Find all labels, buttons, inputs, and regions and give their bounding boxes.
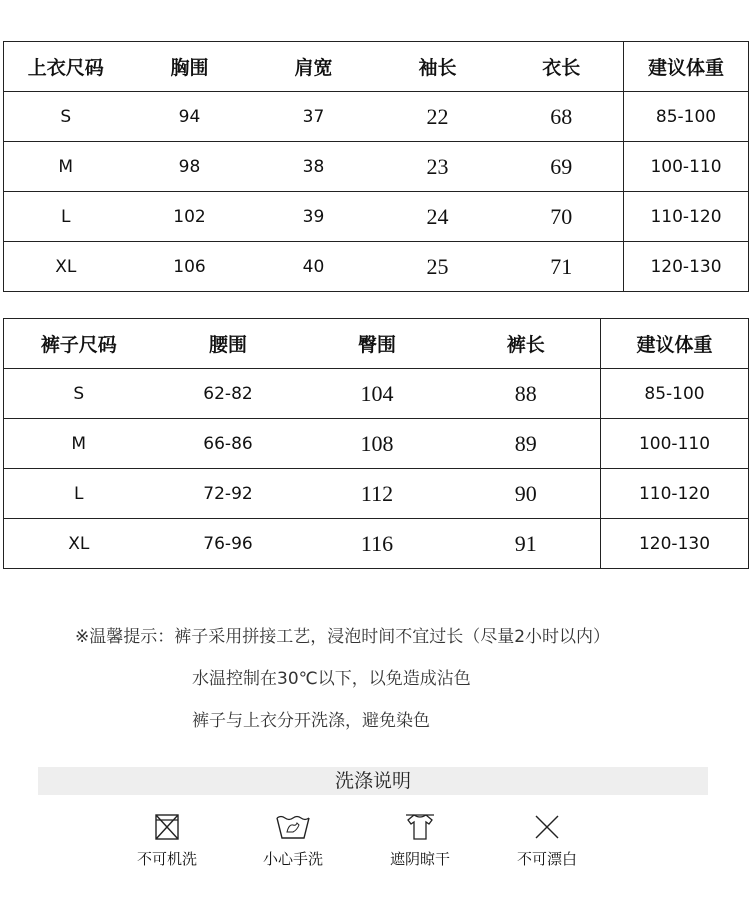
table-cell: 22 (376, 92, 500, 142)
table-cell: L (4, 469, 154, 519)
table-cell: 112 (303, 469, 452, 519)
table-cell: 66-86 (154, 419, 303, 469)
table-header-row (4, 42, 749, 92)
table-row (4, 92, 749, 142)
table-cell: 76-96 (154, 519, 303, 569)
no-machine-wash-icon (152, 812, 182, 842)
header-cell: 建议体重 (601, 319, 749, 369)
table-row (4, 242, 749, 292)
header-cell: 腰围 (154, 319, 303, 369)
table-cell: 100-110 (624, 142, 749, 192)
table-cell: 62-82 (154, 369, 303, 419)
care-item-hand-wash (243, 812, 343, 869)
table-cell: 110-120 (601, 469, 749, 519)
table-cell: 102 (128, 192, 252, 242)
table-cell: 110-120 (624, 192, 749, 242)
care-item-shade-dry (370, 812, 470, 869)
header-cell: 裤长 (452, 319, 601, 369)
table-cell: L (4, 192, 128, 242)
header-cell: 衣长 (500, 42, 624, 92)
table-cell: 116 (303, 519, 452, 569)
header-cell: 肩宽 (252, 42, 376, 92)
care-label: 小心手洗 (262, 850, 323, 868)
header-cell: 建议体重 (624, 42, 749, 92)
header-cell: 袖长 (376, 42, 500, 92)
table-cell: 70 (500, 192, 624, 242)
table-cell: 90 (452, 469, 601, 519)
table-cell: 108 (303, 419, 452, 469)
table-cell: 25 (376, 242, 500, 292)
table-cell: S (4, 92, 128, 142)
table-cell: XL (4, 519, 154, 569)
table-cell: 91 (452, 519, 601, 569)
table-cell: 23 (376, 142, 500, 192)
pants-size-table (3, 318, 749, 569)
table-cell: S (4, 369, 154, 419)
tip-line-1: ※温馨提示：裤子采用拼接工艺，浸泡时间不宜过长（尽量2小时以内） (75, 627, 611, 647)
care-label: 不可漂白 (516, 850, 577, 868)
table-cell: 24 (376, 192, 500, 242)
table-header-row (4, 319, 749, 369)
care-label: 遮阴晾干 (389, 850, 450, 868)
hand-wash-icon (275, 812, 311, 842)
table-cell: M (4, 142, 128, 192)
table-row (4, 192, 749, 242)
top-size-table (3, 41, 749, 292)
table-cell: 106 (128, 242, 252, 292)
table-cell: 89 (452, 419, 601, 469)
table-cell: 69 (500, 142, 624, 192)
table-cell: 38 (252, 142, 376, 192)
table-cell: 71 (500, 242, 624, 292)
table-cell: 98 (128, 142, 252, 192)
table-cell: 100-110 (601, 419, 749, 469)
table-cell: 37 (252, 92, 376, 142)
table-row (4, 142, 749, 192)
care-item-no-machine-wash (117, 812, 217, 869)
no-bleach-icon (532, 812, 562, 842)
header-cell: 胸围 (128, 42, 252, 92)
table-cell: XL (4, 242, 128, 292)
table-cell: 94 (128, 92, 252, 142)
table-row (4, 519, 749, 569)
table-cell: 85-100 (601, 369, 749, 419)
care-label: 不可机洗 (136, 850, 197, 868)
table-cell: 120-130 (601, 519, 749, 569)
table-cell: 104 (303, 369, 452, 419)
table-row (4, 369, 749, 419)
table-cell: 40 (252, 242, 376, 292)
tip-line-3: 裤子与上衣分开洗涤，避免染色 (192, 711, 430, 731)
table-cell: 88 (452, 369, 601, 419)
table-row (4, 419, 749, 469)
table-cell: 120-130 (624, 242, 749, 292)
shade-dry-icon (404, 812, 436, 842)
header-cell: 裤子尺码 (4, 319, 154, 369)
wash-title: 洗涤说明 (38, 767, 708, 795)
table-cell: 68 (500, 92, 624, 142)
table-row (4, 469, 749, 519)
table-cell: 39 (252, 192, 376, 242)
header-cell: 臀围 (303, 319, 452, 369)
table-cell: 72-92 (154, 469, 303, 519)
header-cell: 上衣尺码 (4, 42, 128, 92)
table-cell: M (4, 419, 154, 469)
care-item-no-bleach (497, 812, 597, 869)
table-cell: 85-100 (624, 92, 749, 142)
tip-line-2: 水温控制在30℃以下，以免造成沾色 (192, 669, 471, 689)
